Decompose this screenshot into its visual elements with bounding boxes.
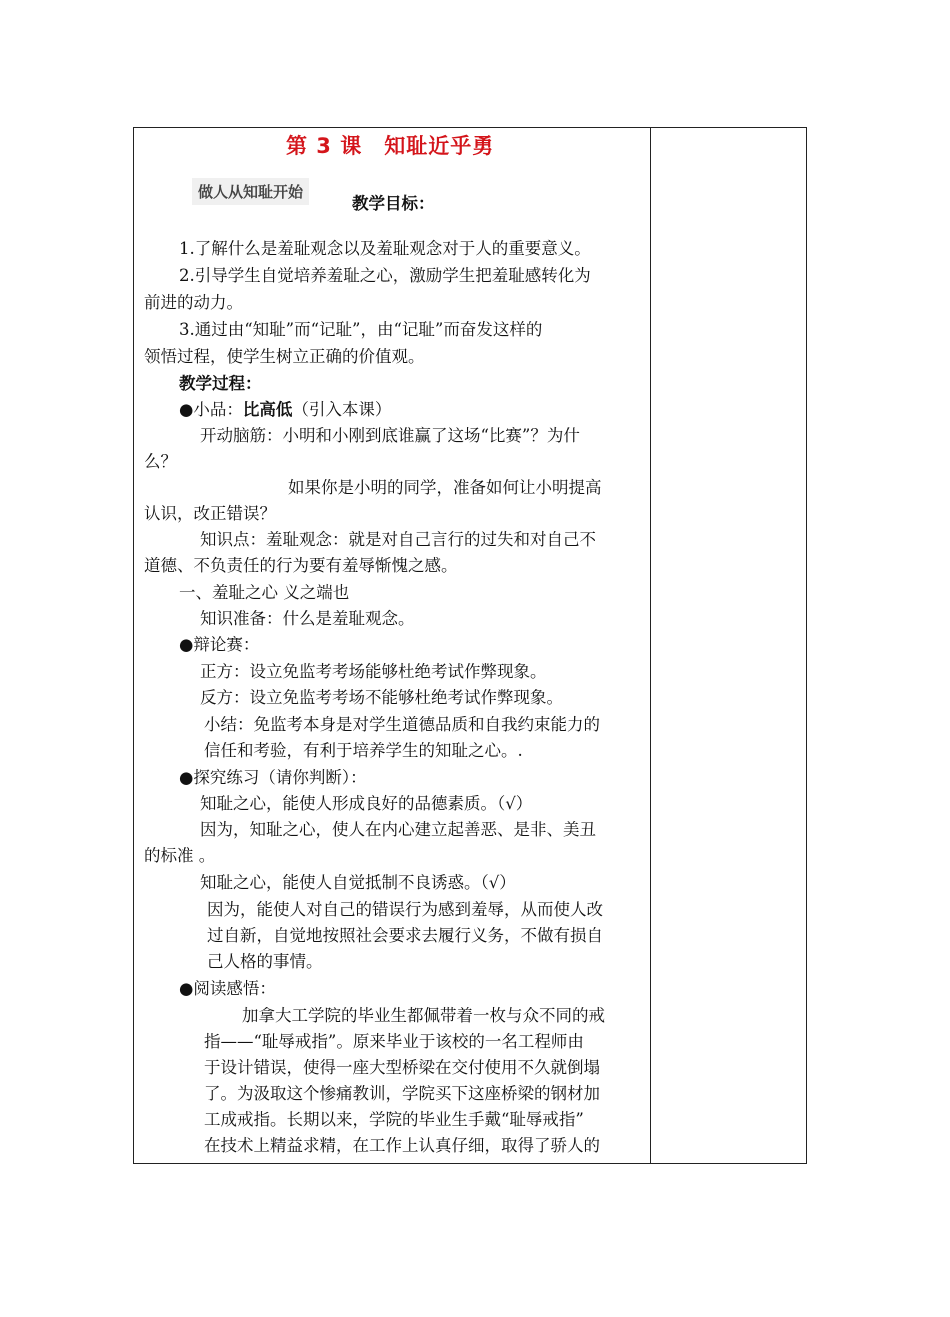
reading-line: 了。为汲取这个惨痛教训，学院买下这座桥梁的钢材加 (204, 1084, 600, 1103)
reading-line: 工成戒指。长期以来，学院的毕业生手戴“耻辱戒指” (204, 1110, 584, 1129)
reading-line: 加拿大工学院的毕业生都佩带着一枚与众不同的戒 (242, 1006, 605, 1025)
debate-summary: 小结：免监考本身是对学生道德品质和自我约束能力的 (204, 715, 600, 734)
lesson-title: 第 3 课 知耻近乎勇 (286, 134, 495, 158)
practice-heading: ●探究练习（请你判断）： (179, 768, 367, 787)
brainstorm-line: 如果你是小明的同学，准备如何让小明提高 (288, 478, 602, 497)
reading-heading: ●阅读感悟： (179, 979, 276, 998)
reading-line: 指——“耻辱戒指”。原来毕业于该校的一名工程师由 (204, 1032, 584, 1051)
practice-line: 知耻之心，能使人形成良好的品德素质。（√） (200, 794, 533, 813)
practice-line: 因为，知耻之心，使人在内心建立起善恶、是非、美丑 (200, 820, 596, 839)
reading-line: 于设计错误，使得一座大型桥梁在交付使用不久就倒塌 (204, 1058, 600, 1077)
practice-line: 的标准 。 (144, 846, 216, 865)
skit-note: （引入本课） (292, 400, 392, 419)
debate-con: 反方：设立免监考考场不能够杜绝考试作弊现象。 (200, 688, 563, 707)
process-heading: 教学过程： (179, 374, 262, 393)
debate-summary: 信任和考验，有利于培养学生的知耻之心。. (204, 741, 523, 760)
reading-line: 在技术上精益求精，在工作上认真仔细，取得了骄人的 (204, 1136, 600, 1155)
debate-heading: ●辩论赛： (179, 635, 260, 654)
debate-pro: 正方：设立免监考考场能够杜绝考试作弊现象。 (200, 662, 547, 681)
skit-name: 比高低 (242, 400, 293, 419)
goal-line: 2.引导学生自觉培养羞耻之心，激励学生把羞耻感转化为 (179, 266, 591, 285)
practice-line: 己人格的事情。 (207, 952, 323, 971)
skit-line (179, 400, 391, 420)
skit-label: ●小品： (179, 400, 243, 419)
brainstorm-line: 么？ (144, 452, 177, 471)
knowledge-line: 知识点：羞耻观念：就是对自己言行的过失和对自己不 (200, 530, 596, 549)
goal-line: 领悟过程，使学生树立正确的价值观。 (144, 347, 425, 366)
practice-line: 因为，能使人对自己的错误行为感到羞辱，从而使人改 (207, 900, 603, 919)
document-table (133, 127, 807, 1164)
goal-line: 1.了解什么是羞耻观念以及羞耻观念对于人的重要意义。 (179, 239, 591, 258)
banner-image: 做人从知耻开始 (192, 178, 309, 205)
brainstorm-line: 开动脑筋：小明和小刚到底谁赢了这场“比赛”？为什 (200, 426, 580, 445)
section-heading: 一、羞耻之心 义之端也 (179, 583, 350, 602)
prep-line: 知识准备：什么是羞耻观念。 (200, 609, 415, 628)
column-divider (650, 128, 651, 1163)
knowledge-line: 道德、不负责任的行为要有羞辱惭愧之感。 (144, 556, 458, 575)
goal-line: 3.通过由“知耻”而“记耻”，由“记耻”而奋发这样的 (179, 320, 543, 339)
goals-heading: 教学目标： (352, 194, 435, 213)
lesson-content-cell (134, 128, 650, 1163)
practice-line: 过自新，自觉地按照社会要求去履行义务，不做有损自 (207, 926, 603, 945)
practice-line: 知耻之心，能使人自觉抵制不良诱惑。（√） (200, 873, 516, 892)
brainstorm-line: 认识，改正错误？ (144, 504, 276, 523)
goal-line: 前进的动力。 (144, 293, 243, 312)
